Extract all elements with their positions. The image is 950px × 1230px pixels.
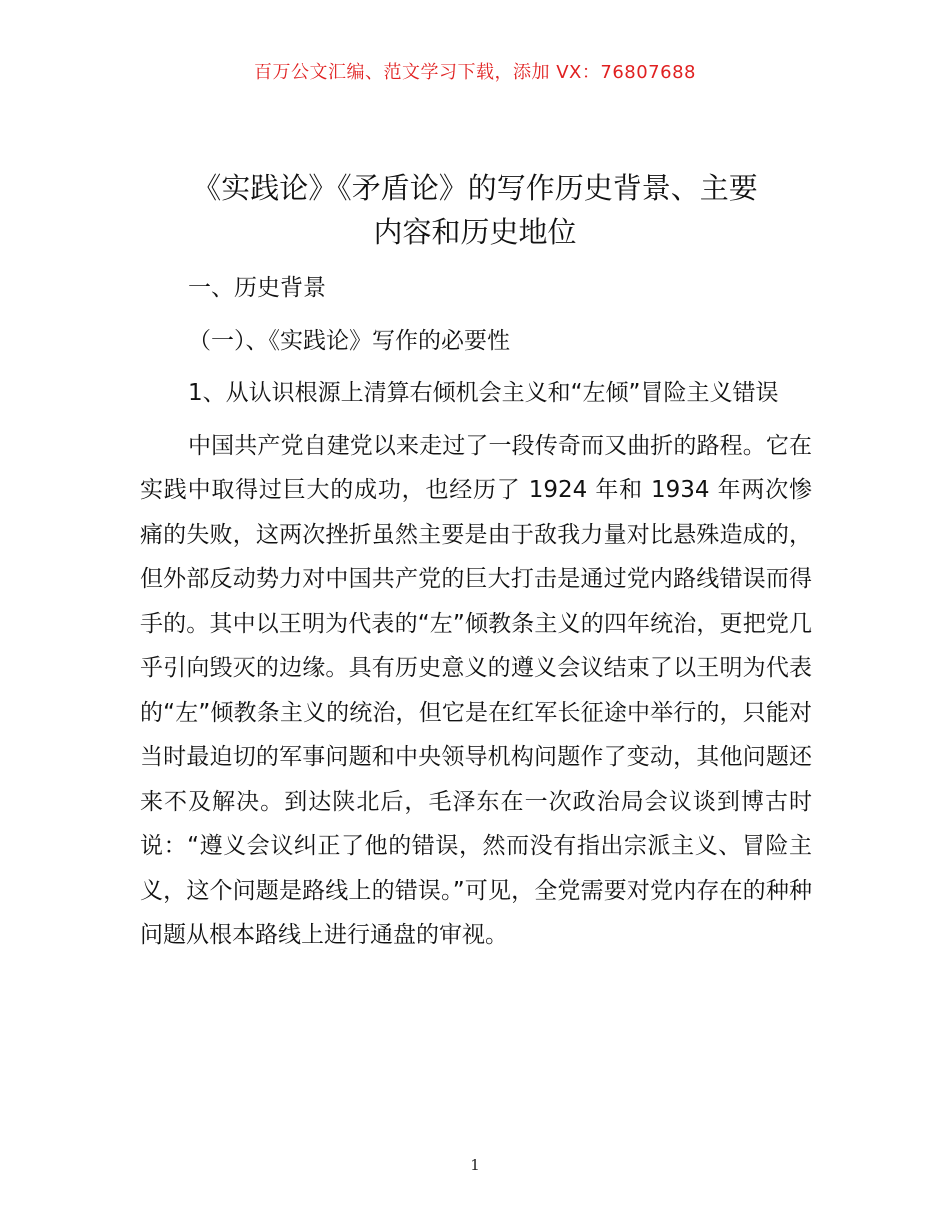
title-line-2: 内容和历史地位 xyxy=(373,215,577,249)
section-heading: 一、历史背景 xyxy=(188,275,326,301)
document-body xyxy=(140,266,812,958)
subsection-heading: （一）、《实践论》写作的必要性 xyxy=(188,327,510,354)
document-title xyxy=(120,166,830,254)
page-number: 1 xyxy=(470,1156,480,1174)
point-heading: 1、从认识根源上清算右倾机会主义和“左倾”冒险主义错误 xyxy=(188,380,779,406)
body-paragraph: 中国共产党自建党以来走过了一段传奇而又曲折的路程。它在实践中取得过巨大的成功，也经历了 1924 年和 1934 年两次惨痛的失败，这两次挫折虽然主要是由于敌我力量对比悬殊造成的，但外部反动势力对中国共产党的巨大打击是通过党内路线错误而得手的。其中以王明为代表的“左”倾教条主义的四年统治，更把党几乎引向毁灭的边缘。具有历史意义的遵义会议结束了以王明为代表的“左”倾教条主义的统治，但它是在红军长征途中举行的，只能对当时最迫切的军事问题和中央领导机构问题作了变动，其他问题还来不及解决。到达陕北后，毛泽东在一次政治局会议谈到博古时说：“遵义会议纠正了他的错误，然而没有指出宗派主义、冒险主义，这个问题是路线上的错误。”可见，全党需要对党内存在的种种问题从根本路线上进行通盘的审视。 xyxy=(140,432,812,948)
title-line-1: 《实践论》《矛盾论》的写作历史背景、主要 xyxy=(192,171,758,205)
header-promo-note: 百万公文汇编、范文学习下载，添加 VX：76807688 xyxy=(254,62,696,83)
